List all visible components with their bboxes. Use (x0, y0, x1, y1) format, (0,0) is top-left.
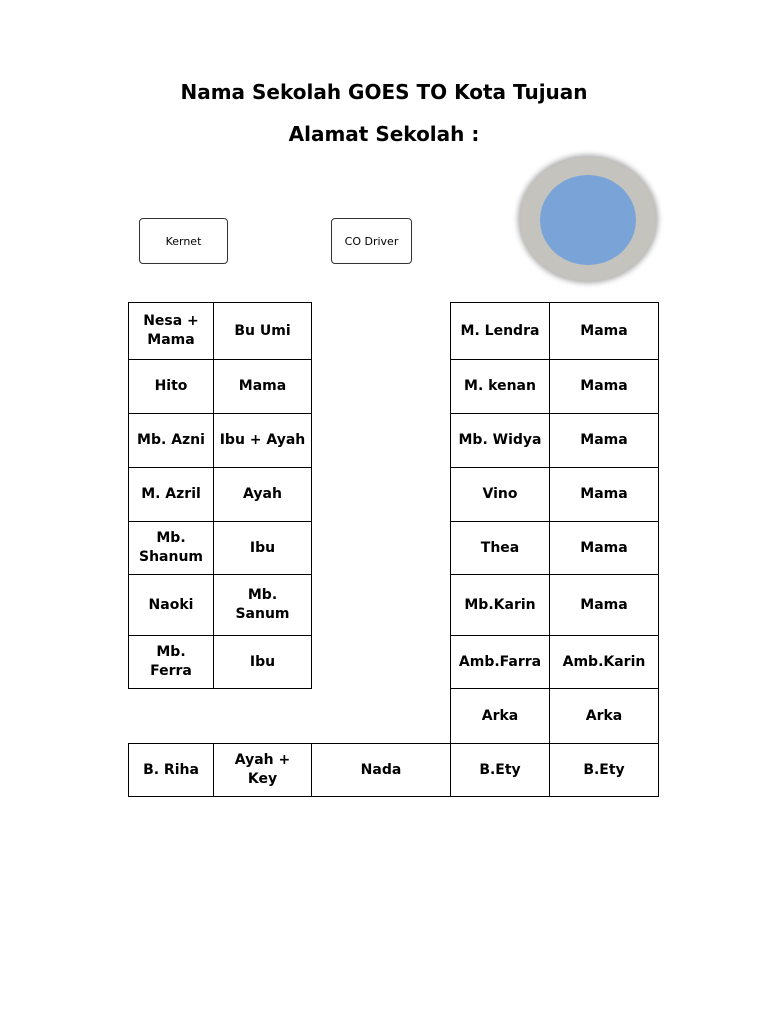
seat-left-r4-c2: Ayah (213, 467, 312, 522)
seat-left-r4-c1: M. Azril (128, 467, 214, 522)
seat-left-r3-c2: Ibu + Ayah (213, 413, 312, 468)
seat-back-3: Nada (311, 743, 451, 797)
seat-right-r1-c2: Mama (549, 302, 659, 360)
seat-back-4: B.Ety (450, 743, 550, 797)
seat-left-r1-c2: Bu Umi (213, 302, 312, 360)
seat-right-r4-c1: Vino (450, 467, 550, 522)
seat-right-r1-c1: M. Lendra (450, 302, 550, 360)
seat-right-r7-c2: Amb.Karin (549, 635, 659, 689)
seat-right-r5-c1: Thea (450, 521, 550, 575)
seat-left-r2-c1: Hito (128, 359, 214, 414)
co-driver-seat-box (331, 218, 412, 264)
steering-wheel-icon (520, 157, 656, 281)
seat-back-2: Ayah + Key (213, 743, 312, 797)
seat-left-r1-c1: Nesa + Mama (128, 302, 214, 360)
seat-right-r5-c2: Mama (549, 521, 659, 575)
seat-right-r2-c1: M. kenan (450, 359, 550, 414)
seat-right-r6-c1: Mb.Karin (450, 574, 550, 636)
seat-right-r7-c1: Amb.Farra (450, 635, 550, 689)
seat-right-r8-c2: Arka (549, 688, 659, 744)
seat-left-r5-c2: Ibu (213, 521, 312, 575)
page-title: Nama Sekolah GOES TO Kota Tujuan (180, 80, 588, 104)
seat-right-r3-c2: Mama (549, 413, 659, 468)
seat-right-r3-c1: Mb. Widya (450, 413, 550, 468)
seat-left-r2-c2: Mama (213, 359, 312, 414)
seat-left-r7-c1: Mb. Ferra (128, 635, 214, 689)
seat-back-5: B.Ety (549, 743, 659, 797)
seat-left-r5-c1: Mb. Shanum (128, 521, 214, 575)
seat-right-r2-c2: Mama (549, 359, 659, 414)
address-label: Alamat Sekolah : (288, 122, 480, 146)
seat-left-r3-c1: Mb. Azni (128, 413, 214, 468)
kernet-seat-box (139, 218, 228, 264)
steering-wheel-center (540, 175, 636, 265)
kernet-label: Kernet (165, 234, 202, 248)
seat-left-r6-c2: Mb. Sanum (213, 574, 312, 636)
seat-left-r6-c1: Naoki (128, 574, 214, 636)
seat-back-1: B. Riha (128, 743, 214, 797)
seat-right-r8-c1: Arka (450, 688, 550, 744)
co-driver-label: CO Driver (344, 234, 399, 248)
seat-left-r7-c2: Ibu (213, 635, 312, 689)
seat-right-r4-c2: Mama (549, 467, 659, 522)
seat-right-r6-c2: Mama (549, 574, 659, 636)
